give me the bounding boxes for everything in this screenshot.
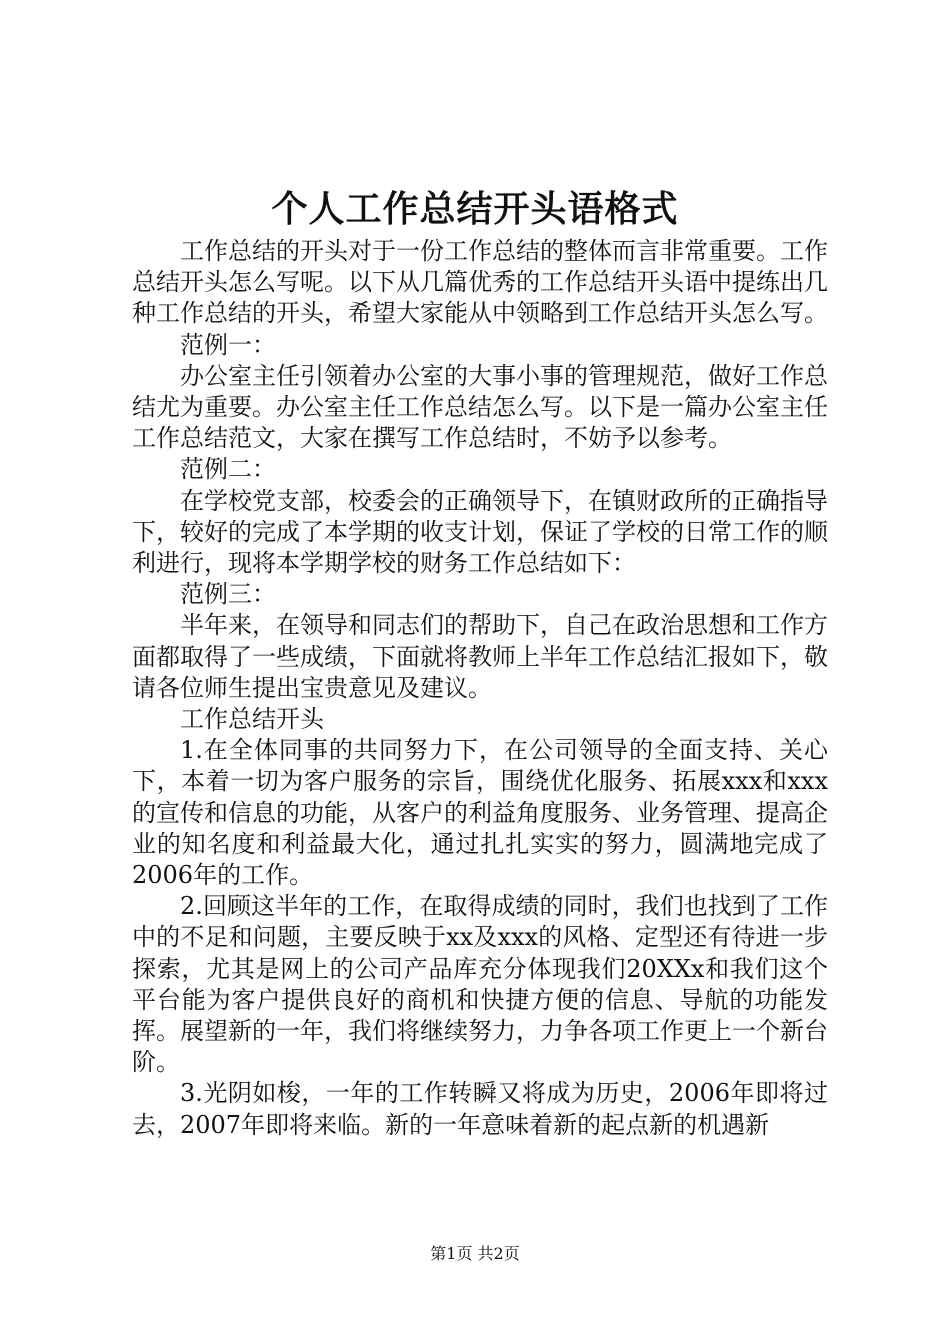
- paragraph-item-2: 2.回顾这半年的工作，在取得成绩的同时，我们也找到了工作中的不足和问题，主要反映于xx及xxx的风格、定型还有待进一步探索，尤其是网上的公司产品库充分体现我们20XXx和我们这个平台能为客户提供良好的商机和快捷方便的信息、导航的功能发挥。展望新的一年，我们将继续努力，力争各项工作更上一个新台阶。: [132, 892, 828, 1077]
- paragraph-item-3: 3.光阴如梭，一年的工作转瞬又将成为历史，2006年即将过去，2007年即将来临。新的一年意味着新的起点新的机遇新: [132, 1079, 828, 1139]
- paragraph-section-heading: 工作总结开头: [180, 705, 324, 734]
- paragraph-intro: 工作总结的开头对于一份工作总结的整体而言非常重要。工作总结开头怎么写呢。以下从几篇优秀的工作总结开头语中提练出几种工作总结的开头，希望大家能从中领略到工作总结开头怎么写。: [132, 237, 828, 328]
- paragraph-example-one-heading: 范例一：: [180, 330, 276, 359]
- paragraph-example-two: 在学校党支部，校委会的正确领导下，在镇财政所的正确指导下，较好的完成了本学期的收支计划，保证了学校的日常工作的顺利进行，现将本学期学校的财务工作总结如下：: [132, 486, 828, 578]
- document-body: [132, 236, 828, 1141]
- document-title: 个人工作总结开头语格式: [271, 188, 679, 230]
- paragraph-example-three: 半年来，在领导和同志们的帮助下，自己在政治思想和工作方面都取得了一些成绩，下面就将教师上半年工作总结汇报如下，敬请各位师生提出宝贵意见及建议。: [132, 611, 828, 702]
- paragraph-example-two-heading: 范例二：: [180, 455, 276, 484]
- page-footer: 第1页 共2页: [430, 1244, 520, 1263]
- paragraph-example-one: 办公室主任引领着办公室的大事小事的管理规范，做好工作总结尤为重要。办公室主任工作总结怎么写。以下是一篇办公室主任工作总结范文，大家在撰写工作总结时，不妨予以参考。: [132, 361, 828, 453]
- paragraph-example-three-heading: 范例三：: [180, 580, 276, 609]
- paragraph-item-1: 1.在全体同事的共同努力下，在公司领导的全面支持、关心下，本着一切为客户服务的宗旨，围绕优化服务、拓展xxx和xxx的宣传和信息的功能，从客户的利益角度服务、业务管理、提高企业的知名度和利益最大化，通过扎扎实实的努力，圆满地完成了2006年的工作。: [132, 736, 828, 890]
